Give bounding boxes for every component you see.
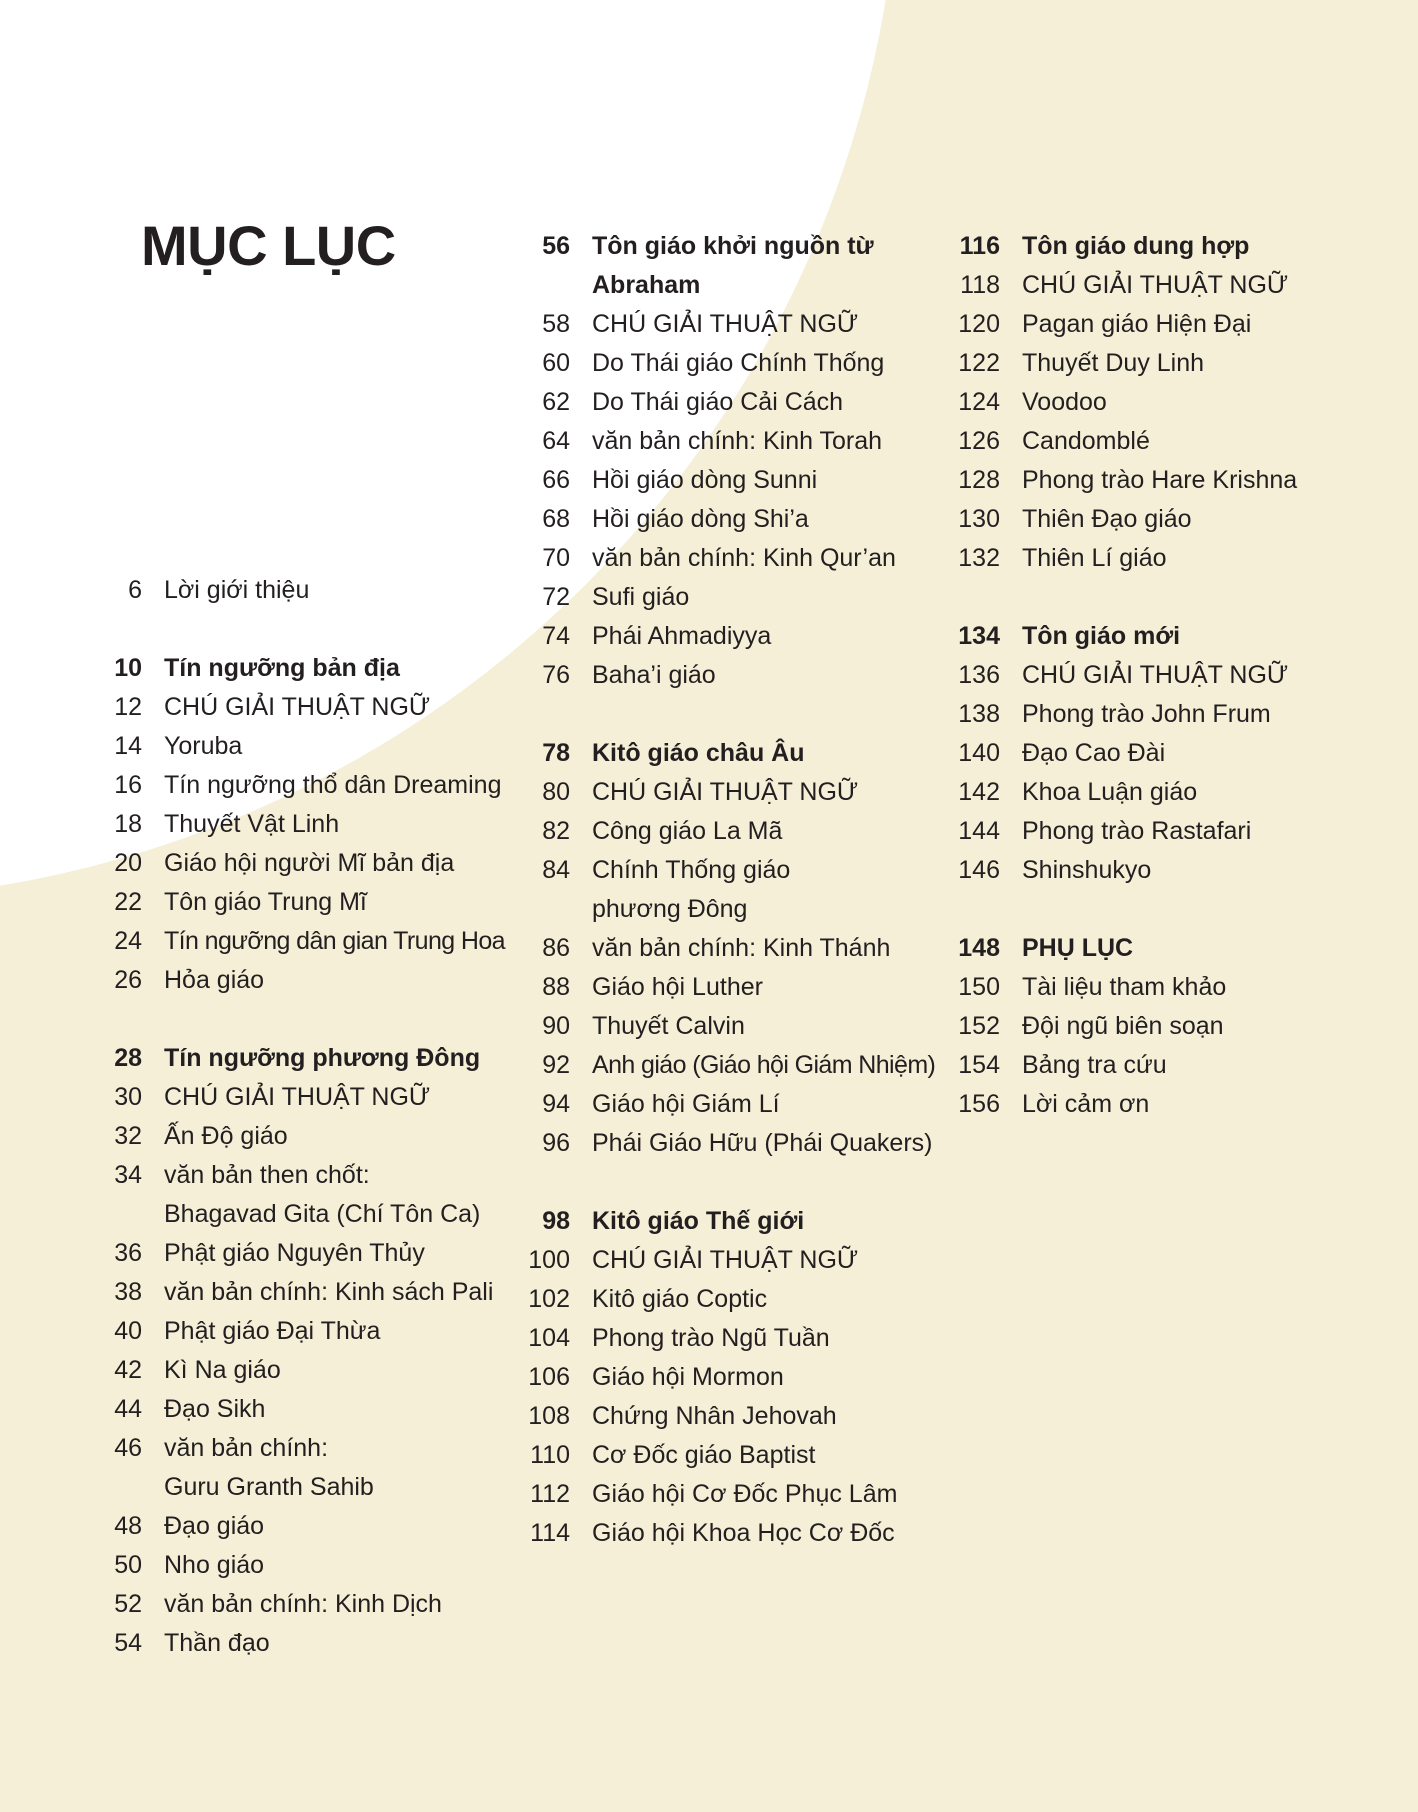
entry-title: Hồi giáo dòng Sunni <box>592 466 818 494</box>
page-number: 128 <box>958 466 1000 494</box>
section-spacer <box>520 1163 950 1202</box>
entry-title: phương Đông <box>592 895 748 923</box>
page-number: 116 <box>959 232 1000 260</box>
page-number: 96 <box>542 1129 570 1157</box>
entry-title: văn bản chính: <box>164 1434 329 1462</box>
page-number: 22 <box>114 888 142 916</box>
entry-title: CHÚ GIẢI THUẬT NGỮ <box>1022 271 1289 299</box>
toc-entry[interactable] <box>92 1468 522 1507</box>
entry-title: Tài liệu tham khảo <box>1022 973 1227 1001</box>
toc-entry[interactable] <box>92 1585 522 1624</box>
page-number: 58 <box>542 310 570 338</box>
entry-title: Chính Thống giáo <box>592 856 791 884</box>
toc-entry[interactable] <box>950 812 1370 851</box>
entry-title: Phái Giáo Hữu (Phái Quakers) <box>592 1129 933 1157</box>
toc-entry[interactable] <box>520 422 950 461</box>
entry-title: CHÚ GIẢI THUẬT NGỮ <box>592 310 859 338</box>
toc-entry[interactable] <box>950 968 1370 1007</box>
entry-title: văn bản then chốt: <box>164 1161 370 1189</box>
page-number: 94 <box>542 1090 570 1118</box>
toc-entry[interactable] <box>92 1195 522 1234</box>
entry-title: Thuyết Vật Linh <box>164 810 340 838</box>
entry-title: Tôn giáo mới <box>1022 622 1181 650</box>
toc-entry[interactable] <box>92 1156 522 1195</box>
toc-column-3 <box>950 227 1370 1124</box>
section-spacer <box>92 610 522 649</box>
entry-title: CHÚ GIẢI THUẬT NGỮ <box>592 778 859 806</box>
page-number: 120 <box>958 310 1000 338</box>
toc-entry[interactable] <box>950 422 1370 461</box>
page-number: 98 <box>542 1207 570 1235</box>
section-spacer <box>950 578 1370 617</box>
toc-entry[interactable] <box>520 1514 950 1553</box>
page-number: 34 <box>114 1161 142 1189</box>
entry-title: Guru Granth Sahib <box>164 1473 374 1501</box>
page-number: 146 <box>958 856 1000 884</box>
toc-entry[interactable] <box>950 656 1370 695</box>
entry-title: Do Thái giáo Cải Cách <box>592 388 844 416</box>
page-number: 136 <box>958 661 1000 689</box>
page-number: 10 <box>114 654 142 682</box>
page-number: 20 <box>114 849 142 877</box>
toc-entry[interactable] <box>520 344 950 383</box>
entry-title: văn bản chính: Kinh Thánh <box>592 934 891 962</box>
toc-section-heading[interactable] <box>520 227 950 266</box>
page-number: 24 <box>114 927 142 955</box>
section-spacer <box>950 890 1370 929</box>
page-number: 64 <box>542 427 570 455</box>
entry-title: CHÚ GIẢI THUẬT NGỮ <box>592 1246 859 1274</box>
toc-section-heading[interactable] <box>92 1039 522 1078</box>
page-number: 130 <box>958 505 1000 533</box>
entry-title: Thần đạo <box>164 1629 270 1657</box>
toc-entry[interactable] <box>950 1046 1370 1085</box>
toc-entry[interactable] <box>950 695 1370 734</box>
page-number: 152 <box>958 1012 1000 1040</box>
page-number: 44 <box>114 1395 142 1423</box>
page-number: 78 <box>542 739 570 767</box>
toc-entry[interactable] <box>950 539 1370 578</box>
toc-entry[interactable] <box>92 961 522 1000</box>
page-number: 92 <box>542 1051 570 1079</box>
toc-section-heading[interactable] <box>520 734 950 773</box>
toc-section-heading[interactable] <box>520 266 950 305</box>
page-number: 102 <box>528 1285 570 1313</box>
toc-entry[interactable] <box>520 1241 950 1280</box>
toc-entry[interactable] <box>520 1085 950 1124</box>
entry-title: Kitô giáo châu Âu <box>592 739 805 767</box>
page-number: 104 <box>528 1324 570 1352</box>
page-number: 14 <box>114 732 142 760</box>
entry-title: Đạo Cao Đài <box>1022 739 1166 767</box>
entry-title: văn bản chính: Kinh Dịch <box>164 1590 442 1618</box>
entry-title: Phong trào Ngũ Tuần <box>592 1324 830 1352</box>
page-number: 88 <box>542 973 570 1001</box>
page-number: 36 <box>114 1239 142 1267</box>
page-number: 90 <box>542 1012 570 1040</box>
toc-entry[interactable] <box>92 1390 522 1429</box>
toc-entry[interactable] <box>520 305 950 344</box>
entry-title: Kitô giáo Thế giới <box>592 1207 805 1235</box>
entry-title: Giáo hội Cơ Đốc Phục Lâm <box>592 1480 898 1508</box>
entry-title: Phái Ahmadiyya <box>592 622 772 650</box>
toc-entry[interactable] <box>92 1351 522 1390</box>
toc-entry[interactable] <box>950 305 1370 344</box>
page-number: 112 <box>530 1480 570 1508</box>
entry-title: Lời cảm ơn <box>1022 1090 1150 1118</box>
toc-entry[interactable] <box>950 773 1370 812</box>
toc-column-1 <box>92 571 522 1663</box>
entry-title: Phong trào John Frum <box>1022 700 1271 728</box>
toc-entry[interactable] <box>92 727 522 766</box>
toc-entry[interactable] <box>520 812 950 851</box>
toc-entry[interactable] <box>950 734 1370 773</box>
page-number: 12 <box>114 693 142 721</box>
page-number: 26 <box>114 966 142 994</box>
toc-entry[interactable] <box>520 1046 950 1085</box>
entry-title: Giáo hội Mormon <box>592 1363 784 1391</box>
entry-title: Thiên Đạo giáo <box>1022 505 1192 533</box>
page-number: 66 <box>542 466 570 494</box>
entry-title: Tín ngưỡng dân gian Trung Hoa <box>164 927 505 955</box>
entry-title: Giáo hội Khoa Học Cơ Đốc <box>592 1519 895 1547</box>
toc-entry[interactable] <box>950 461 1370 500</box>
page-number: 40 <box>114 1317 142 1345</box>
page-number: 122 <box>958 349 1000 377</box>
toc-entry[interactable] <box>92 766 522 805</box>
page-number: 30 <box>114 1083 142 1111</box>
entry-title: Đạo Sikh <box>164 1395 266 1423</box>
page-number: 46 <box>114 1434 142 1462</box>
entry-title: PHỤ LỤC <box>1022 934 1134 962</box>
toc-entry[interactable] <box>950 1007 1370 1046</box>
entry-title: CHÚ GIẢI THUẬT NGỮ <box>164 693 431 721</box>
toc-entry[interactable] <box>520 1007 950 1046</box>
toc-entry[interactable] <box>520 461 950 500</box>
toc-entry[interactable] <box>520 1475 950 1514</box>
toc-entry[interactable] <box>520 656 950 695</box>
page-number: 38 <box>114 1278 142 1306</box>
toc-entry[interactable] <box>520 1436 950 1475</box>
page-number: 6 <box>128 576 142 604</box>
toc-entry[interactable] <box>92 883 522 922</box>
toc-entry[interactable] <box>92 1624 522 1663</box>
page-number: 52 <box>114 1590 142 1618</box>
entry-title: Công giáo La Mã <box>592 817 783 845</box>
page-number: 154 <box>958 1051 1000 1079</box>
entry-title: Thuyết Calvin <box>592 1012 745 1040</box>
page-number: 142 <box>958 778 1000 806</box>
page-number: 114 <box>530 1519 570 1547</box>
toc-entry[interactable] <box>950 851 1370 890</box>
entry-title: Phong trào Rastafari <box>1022 817 1252 845</box>
page-number: 132 <box>958 544 1000 572</box>
page-number: 48 <box>114 1512 142 1540</box>
page-number: 60 <box>542 349 570 377</box>
entry-title: Thuyết Duy Linh <box>1022 349 1205 377</box>
toc-entry[interactable] <box>92 1234 522 1273</box>
entry-title: Đạo giáo <box>164 1512 265 1540</box>
page-number: 138 <box>958 700 1000 728</box>
entry-title: Bảng tra cứu <box>1022 1051 1167 1079</box>
toc-entry[interactable] <box>520 851 950 890</box>
page-number: 28 <box>114 1044 142 1072</box>
toc-entry[interactable] <box>520 1358 950 1397</box>
toc-entry[interactable] <box>92 1507 522 1546</box>
entry-title: Phật giáo Đại Thừa <box>164 1317 381 1345</box>
page-number: 118 <box>960 271 1000 299</box>
toc-entry[interactable] <box>92 1078 522 1117</box>
page-number: 50 <box>114 1551 142 1579</box>
entry-title: Tín ngưỡng phương Đông <box>164 1044 481 1072</box>
page-number: 70 <box>542 544 570 572</box>
page-number: 134 <box>958 622 1000 650</box>
page-number: 68 <box>542 505 570 533</box>
toc-entry[interactable] <box>520 539 950 578</box>
page-number: 54 <box>114 1629 142 1657</box>
toc-section-heading[interactable] <box>950 227 1370 266</box>
toc-column-2 <box>520 227 950 1553</box>
entry-title: Abraham <box>592 271 701 299</box>
entry-title: Giáo hội Giám Lí <box>592 1090 780 1118</box>
entry-title: Thiên Lí giáo <box>1022 544 1167 572</box>
toc-entry[interactable] <box>92 1312 522 1351</box>
entry-title: Tôn giáo dung hợp <box>1022 232 1250 260</box>
entry-title: Tôn giáo khởi nguồn từ <box>592 232 874 260</box>
page-title: MỤC LỤC <box>141 214 396 277</box>
page-number: 100 <box>528 1246 570 1274</box>
toc-entry[interactable] <box>520 1124 950 1163</box>
page-number: 72 <box>542 583 570 611</box>
page-number: 42 <box>114 1356 142 1384</box>
section-spacer <box>92 1000 522 1039</box>
entry-title: văn bản chính: Kinh Torah <box>592 427 883 455</box>
page-number: 144 <box>958 817 1000 845</box>
toc-section-heading[interactable] <box>520 1202 950 1241</box>
toc-entry[interactable] <box>520 578 950 617</box>
section-spacer <box>520 695 950 734</box>
toc-entry[interactable] <box>92 571 522 610</box>
toc-entry[interactable] <box>520 1319 950 1358</box>
entry-title: Chứng Nhân Jehovah <box>592 1402 837 1430</box>
toc-entry[interactable] <box>92 1546 522 1585</box>
entry-title: Bhagavad Gita (Chí Tôn Ca) <box>164 1200 481 1228</box>
toc-entry[interactable] <box>520 929 950 968</box>
page-number: 126 <box>958 427 1000 455</box>
entry-title: Giáo hội người Mĩ bản địa <box>164 849 455 877</box>
page-number: 150 <box>958 973 1000 1001</box>
toc-entry[interactable] <box>92 844 522 883</box>
page-number: 84 <box>542 856 570 884</box>
page-number: 56 <box>542 232 570 260</box>
toc-entry[interactable] <box>950 1085 1370 1124</box>
entry-title: Giáo hội Luther <box>592 973 763 1001</box>
toc-entry[interactable] <box>950 500 1370 539</box>
entry-title: Pagan giáo Hiện Đại <box>1022 310 1252 338</box>
toc-entry[interactable] <box>92 1429 522 1468</box>
toc-entry[interactable] <box>520 773 950 812</box>
entry-title: Nho giáo <box>164 1551 265 1579</box>
toc-entry[interactable] <box>92 1117 522 1156</box>
entry-title: Đội ngũ biên soạn <box>1022 1012 1224 1040</box>
page-number: 82 <box>542 817 570 845</box>
page-number: 156 <box>958 1090 1000 1118</box>
entry-title: CHÚ GIẢI THUẬT NGỮ <box>1022 661 1289 689</box>
page-number: 74 <box>542 622 570 650</box>
entry-title: Tôn giáo Trung Mĩ <box>164 888 367 916</box>
toc-entry[interactable] <box>950 344 1370 383</box>
entry-title: Phong trào Hare Krishna <box>1022 466 1298 494</box>
entry-title: văn bản chính: Kinh Qur’an <box>592 544 896 572</box>
entry-title: Phật giáo Nguyên Thủy <box>164 1239 425 1267</box>
entry-title: Do Thái giáo Chính Thống <box>592 349 885 377</box>
entry-title: Baha’i giáo <box>592 661 716 689</box>
entry-title: Shinshukyo <box>1022 856 1152 884</box>
entry-title: Yoruba <box>164 732 243 760</box>
toc-entry[interactable] <box>520 1397 950 1436</box>
page-number: 140 <box>958 739 1000 767</box>
entry-title: Candomblé <box>1022 427 1150 455</box>
entry-title: Sufi giáo <box>592 583 690 611</box>
toc-entry[interactable] <box>520 968 950 1007</box>
entry-title: Lời giới thiệu <box>164 576 310 604</box>
toc-section-heading[interactable] <box>950 617 1370 656</box>
page-number: 62 <box>542 388 570 416</box>
page-number: 80 <box>542 778 570 806</box>
page-number: 18 <box>114 810 142 838</box>
entry-title: Cơ Đốc giáo Baptist <box>592 1441 816 1469</box>
entry-title: Ấn Độ giáo <box>164 1122 288 1150</box>
toc-entry[interactable] <box>520 383 950 422</box>
page-number: 32 <box>114 1122 142 1150</box>
entry-title: Hồi giáo dòng Shi’a <box>592 505 809 533</box>
toc-entry[interactable] <box>950 383 1370 422</box>
page-number: 16 <box>114 771 142 799</box>
page-number: 86 <box>542 934 570 962</box>
toc-entry[interactable] <box>92 1273 522 1312</box>
toc-entry[interactable] <box>92 922 522 961</box>
toc-section-heading[interactable] <box>92 649 522 688</box>
toc-entry[interactable] <box>520 500 950 539</box>
entry-title: Kì Na giáo <box>164 1356 281 1384</box>
page-number: 148 <box>958 934 1000 962</box>
entry-title: Hỏa giáo <box>164 966 265 994</box>
page-number: 76 <box>542 661 570 689</box>
toc-entry[interactable] <box>520 617 950 656</box>
page-number: 108 <box>528 1402 570 1430</box>
entry-title: văn bản chính: Kinh sách Pali <box>164 1278 494 1306</box>
toc-entry[interactable] <box>950 266 1370 305</box>
toc-entry[interactable] <box>92 805 522 844</box>
entry-title: Tín ngưỡng thổ dân Dreaming <box>164 771 502 799</box>
entry-title: CHÚ GIẢI THUẬT NGỮ <box>164 1083 431 1111</box>
toc-entry[interactable] <box>520 1280 950 1319</box>
entry-title: Khoa Luận giáo <box>1022 778 1198 806</box>
toc-entry[interactable] <box>92 688 522 727</box>
page-number: 110 <box>530 1441 570 1469</box>
page-number: 124 <box>958 388 1000 416</box>
entry-title: Anh giáo (Giáo hội Giám Nhiệm) <box>592 1051 936 1079</box>
entry-title: Kitô giáo Coptic <box>592 1285 768 1313</box>
page-number: 106 <box>528 1363 570 1391</box>
toc-entry[interactable] <box>520 890 950 929</box>
entry-title: Tín ngưỡng bản địa <box>164 654 400 682</box>
toc-section-heading[interactable] <box>950 929 1370 968</box>
entry-title: Voodoo <box>1022 388 1107 416</box>
